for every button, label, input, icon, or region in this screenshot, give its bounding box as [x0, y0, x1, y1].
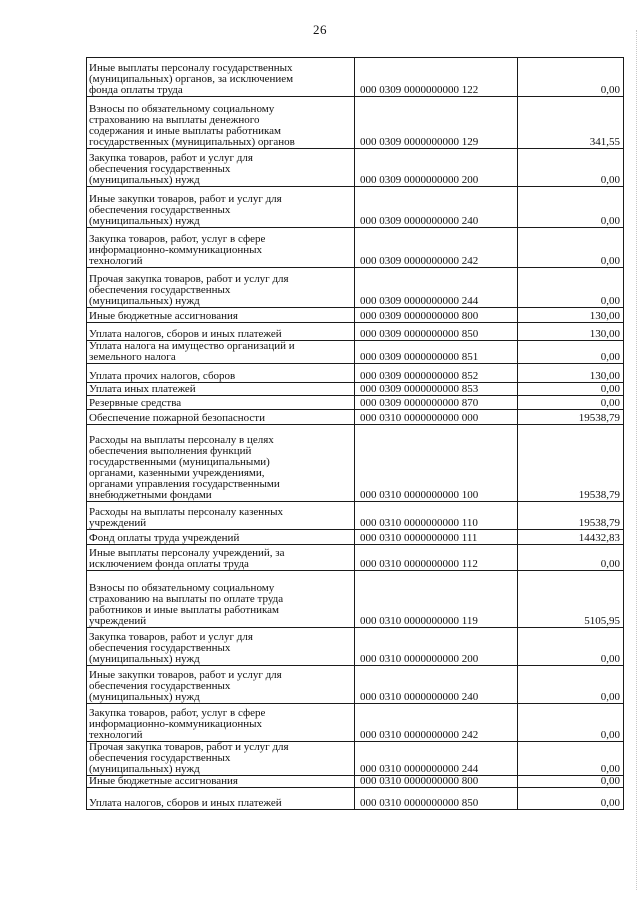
row-amount: 19538,79 — [518, 501, 624, 529]
budget-table-body — [87, 58, 624, 810]
table-row — [87, 409, 624, 424]
row-budget-code: 000 0310 0000000000 000 — [355, 409, 518, 424]
description-line: Прочая закупка товаров, работ и услуг для — [89, 741, 289, 753]
description-line: технологий — [89, 728, 143, 741]
row-description — [87, 341, 355, 364]
description-line: учреждений — [89, 614, 147, 627]
row-description — [87, 703, 355, 741]
table-row — [87, 58, 624, 97]
description-line: Иные закупки товаров, работ и услуг для — [89, 669, 282, 682]
table-row — [87, 228, 624, 268]
table-row — [87, 501, 624, 529]
description-line: Взносы по обязательному социальному — [89, 103, 275, 116]
description-line: Уплата налогов, сборов и иных платежей — [89, 328, 282, 341]
row-amount: 0,00 — [518, 228, 624, 268]
row-amount: 130,00 — [518, 363, 624, 382]
table-row — [87, 323, 624, 341]
row-budget-code: 000 0310 0000000000 110 — [355, 501, 518, 529]
description-line: Закупка товаров, работ, услуг в сфере — [89, 233, 266, 246]
description-line: органами, казенными учреждениями, — [89, 467, 265, 480]
table-row — [87, 703, 624, 741]
row-budget-code: 000 0310 0000000000 244 — [355, 741, 518, 775]
description-line: Расходы на выплаты персоналу в целях — [89, 434, 274, 447]
row-amount: 0,00 — [518, 703, 624, 741]
row-description — [87, 775, 355, 787]
description-line: (муниципальных) нужд — [89, 762, 200, 775]
description-line: Иные выплаты персоналу учреждений, за — [89, 547, 285, 559]
row-description — [87, 627, 355, 665]
description-line: информационно-коммуникационных — [89, 244, 262, 257]
row-budget-code: 000 0309 0000000000 800 — [355, 308, 518, 323]
row-budget-code: 000 0309 0000000000 244 — [355, 268, 518, 308]
description-line: информационно-коммуникационных — [89, 718, 262, 730]
row-budget-code: 000 0310 0000000000 240 — [355, 665, 518, 703]
description-line: Прочая закупка товаров, работ и услуг для — [89, 273, 289, 286]
table-row — [87, 544, 624, 570]
row-description — [87, 382, 355, 395]
row-amount: 0,00 — [518, 775, 624, 787]
description-line: Иные бюджетные ассигнования — [89, 310, 238, 323]
row-amount: 0,00 — [518, 187, 624, 228]
row-amount: 5105,95 — [518, 570, 624, 627]
row-description — [87, 665, 355, 703]
table-row — [87, 529, 624, 544]
row-amount: 130,00 — [518, 323, 624, 341]
table-row — [87, 149, 624, 187]
description-line: Уплата налогов, сборов и иных платежей — [89, 796, 282, 809]
description-line: обеспечения выполнения функций — [89, 445, 252, 458]
description-line: обеспечения государственных — [89, 642, 231, 654]
description-line: содержания и иные выплаты работникам — [89, 125, 281, 138]
row-description — [87, 741, 355, 775]
description-line: (муниципальных) нужд — [89, 690, 200, 703]
description-line: фонда оплаты труда — [89, 84, 183, 97]
row-budget-code: 000 0310 0000000000 112 — [355, 544, 518, 570]
row-description — [87, 501, 355, 529]
row-description — [87, 268, 355, 308]
row-budget-code: 000 0309 0000000000 122 — [355, 58, 518, 97]
row-description — [87, 97, 355, 149]
row-amount: 0,00 — [518, 341, 624, 364]
description-line: обеспечения государственных — [89, 204, 231, 217]
row-budget-code: 000 0309 0000000000 240 — [355, 187, 518, 228]
table-row — [87, 741, 624, 775]
row-description — [87, 187, 355, 228]
description-line: Закупка товаров, работ и услуг для — [89, 631, 253, 644]
description-line: внебюджетными фондами — [89, 488, 212, 501]
budget-table — [86, 57, 624, 810]
row-amount: 0,00 — [518, 665, 624, 703]
description-line: технологий — [89, 255, 143, 268]
description-line: учреждений — [89, 516, 147, 529]
description-line: Уплата налога на имущество организаций и — [89, 340, 295, 352]
row-budget-code: 000 0310 0000000000 800 — [355, 775, 518, 787]
description-line: (муниципальных) нужд — [89, 174, 200, 187]
row-description — [87, 395, 355, 409]
description-line: Резервные средства — [89, 396, 182, 409]
row-description — [87, 570, 355, 627]
row-budget-code: 000 0309 0000000000 852 — [355, 363, 518, 382]
row-budget-code: 000 0310 0000000000 200 — [355, 627, 518, 665]
description-line: страхованию на выплаты по оплате труда — [89, 593, 284, 606]
table-row — [87, 787, 624, 809]
description-line: обеспечения государственных — [89, 163, 231, 176]
page-number: 26 — [313, 22, 327, 37]
description-line: страхованию на выплаты денежного — [89, 114, 260, 127]
row-amount: 0,00 — [518, 149, 624, 187]
row-description — [87, 323, 355, 341]
description-line: (муниципальных) органов, за исключением — [89, 73, 294, 86]
description-line: государственными (муниципальными) — [89, 456, 270, 469]
table-row — [87, 308, 624, 323]
row-amount: 0,00 — [518, 787, 624, 809]
table-row — [87, 187, 624, 228]
description-line: Закупка товаров, работ и услуг для — [89, 152, 253, 165]
description-line: Закупка товаров, работ, услуг в сфере — [89, 707, 266, 720]
description-line: Обеспечение пожарной безопасности — [89, 411, 266, 424]
table-row — [87, 665, 624, 703]
description-line: обеспечения государственных — [89, 284, 231, 297]
table-row — [87, 268, 624, 308]
description-line: Иные бюджетные ассигнования — [89, 775, 238, 787]
table-row — [87, 775, 624, 787]
scan-edge-artifact — [634, 30, 637, 890]
row-amount: 0,00 — [518, 741, 624, 775]
row-description — [87, 363, 355, 382]
row-description — [87, 424, 355, 501]
row-amount: 0,00 — [518, 58, 624, 97]
row-amount: 19538,79 — [518, 424, 624, 501]
row-budget-code: 000 0309 0000000000 853 — [355, 382, 518, 395]
row-budget-code: 000 0310 0000000000 850 — [355, 787, 518, 809]
row-budget-code: 000 0309 0000000000 242 — [355, 228, 518, 268]
table-row — [87, 424, 624, 501]
row-amount: 0,00 — [518, 544, 624, 570]
description-line: Расходы на выплаты персоналу казенных — [89, 506, 283, 518]
row-description — [87, 409, 355, 424]
row-budget-code: 000 0310 0000000000 242 — [355, 703, 518, 741]
description-line: работников и иные выплаты работникам — [89, 604, 280, 616]
description-line: Иные закупки товаров, работ и услуг для — [89, 193, 282, 206]
row-amount: 0,00 — [518, 382, 624, 395]
description-line: земельного налога — [89, 350, 176, 363]
table-row — [87, 395, 624, 409]
row-budget-code: 000 0310 0000000000 100 — [355, 424, 518, 501]
table-row — [87, 382, 624, 395]
description-line: обеспечения государственных — [89, 680, 231, 692]
description-line: обеспечения государственных — [89, 751, 231, 764]
row-amount: 130,00 — [518, 308, 624, 323]
table-row — [87, 570, 624, 627]
row-amount: 341,55 — [518, 97, 624, 149]
row-budget-code: 000 0310 0000000000 111 — [355, 529, 518, 544]
description-line: (муниципальных) нужд — [89, 652, 200, 665]
row-amount: 14432,83 — [518, 529, 624, 544]
table-row — [87, 627, 624, 665]
description-line: Взносы по обязательному социальному — [89, 582, 275, 595]
row-amount: 0,00 — [518, 268, 624, 308]
row-budget-code: 000 0309 0000000000 200 — [355, 149, 518, 187]
row-description — [87, 787, 355, 809]
description-line: (муниципальных) нужд — [89, 295, 200, 308]
table-row — [87, 97, 624, 149]
row-budget-code: 000 0309 0000000000 870 — [355, 395, 518, 409]
description-line: Иные выплаты персоналу государственных — [89, 62, 293, 75]
description-line: исключением фонда оплаты труда — [89, 557, 249, 570]
row-amount: 19538,79 — [518, 409, 624, 424]
row-amount: 0,00 — [518, 627, 624, 665]
description-line: Уплата прочих налогов, сборов — [89, 369, 236, 382]
row-description — [87, 529, 355, 544]
description-line: органами управления государственными — [89, 478, 280, 490]
row-description — [87, 228, 355, 268]
description-line: Уплата иных платежей — [89, 382, 196, 395]
row-budget-code: 000 0309 0000000000 850 — [355, 323, 518, 341]
table-row — [87, 363, 624, 382]
table-row — [87, 341, 624, 364]
row-budget-code: 000 0309 0000000000 851 — [355, 341, 518, 364]
row-description — [87, 544, 355, 570]
row-amount: 0,00 — [518, 395, 624, 409]
row-description — [87, 149, 355, 187]
description-line: государственных (муниципальных) органов — [89, 136, 295, 149]
row-description — [87, 58, 355, 97]
description-line: (муниципальных) нужд — [89, 215, 200, 228]
description-line: Фонд оплаты труда учреждений — [89, 531, 240, 544]
row-description — [87, 308, 355, 323]
row-budget-code: 000 0309 0000000000 129 — [355, 97, 518, 149]
row-budget-code: 000 0310 0000000000 119 — [355, 570, 518, 627]
